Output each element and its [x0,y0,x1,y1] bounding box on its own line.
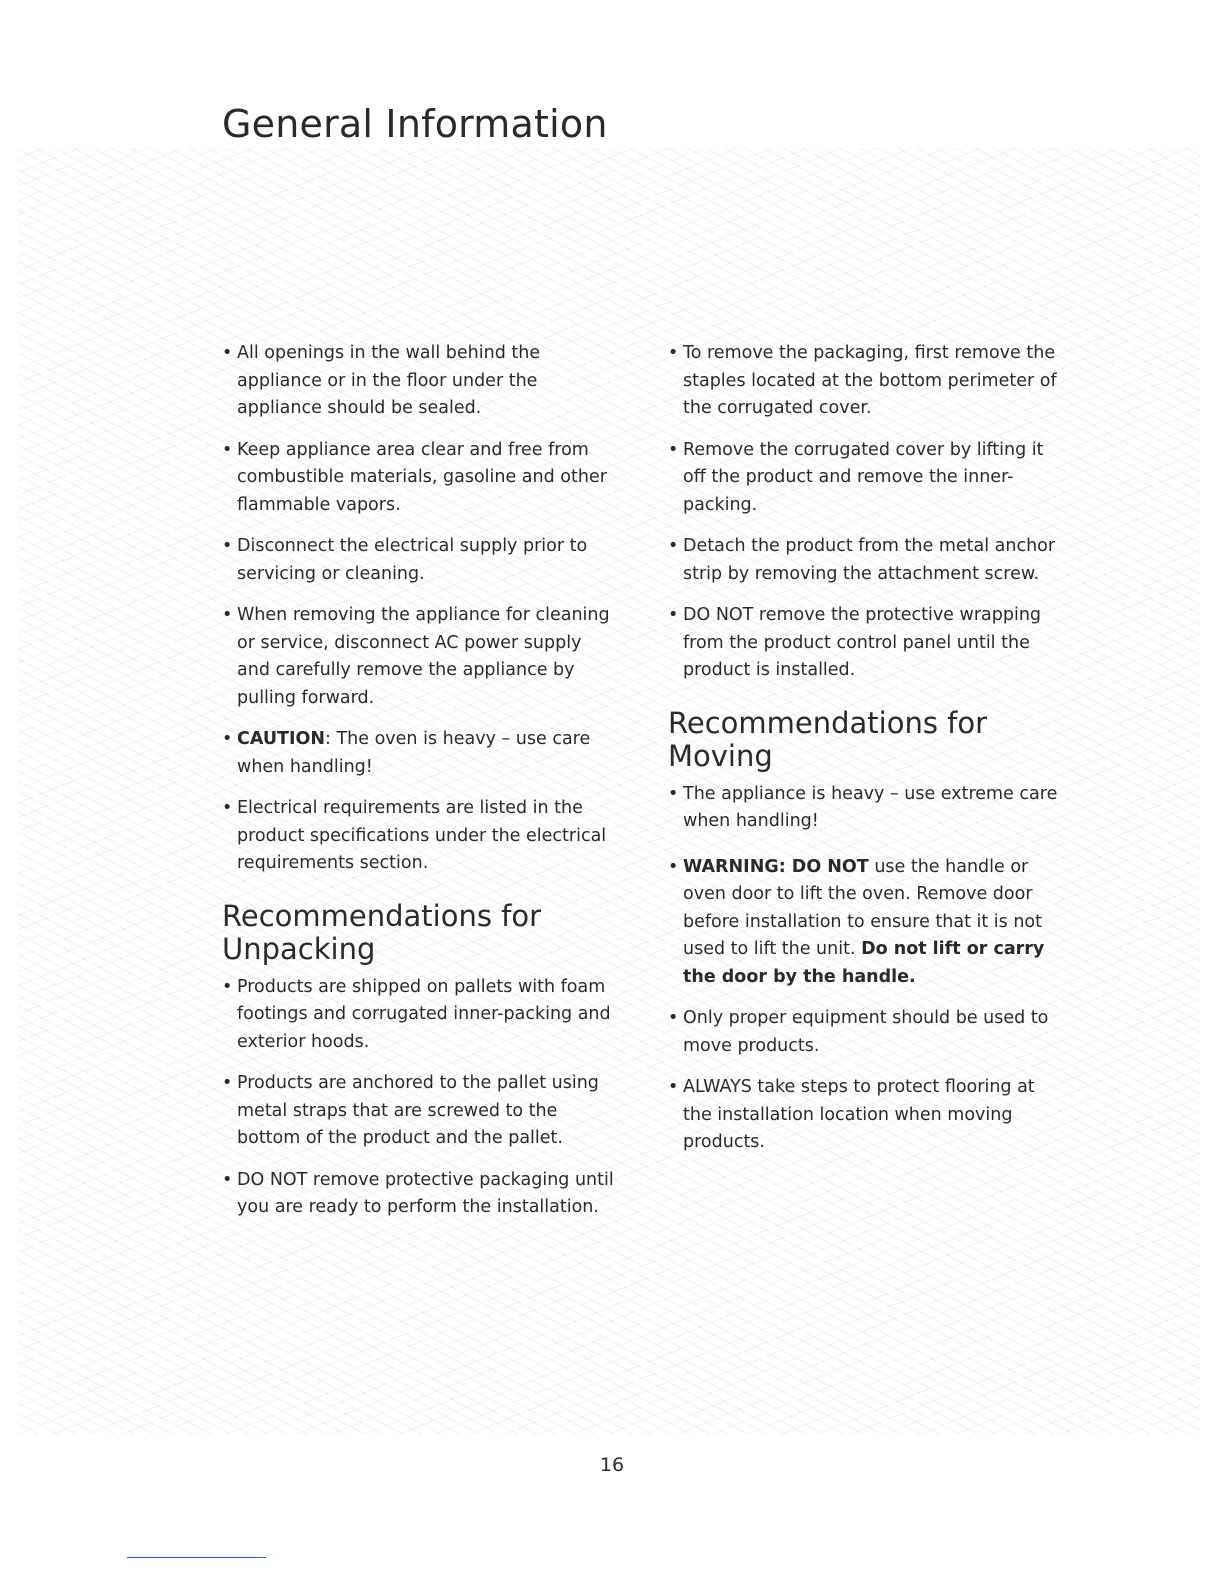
left-column [222,340,617,1236]
bullet-icon: • [222,439,233,460]
warning-label: WARNING: DO NOT [683,856,869,877]
list-item: • DO NOT remove protective packaging until you are ready to perform the installation. [222,1167,617,1222]
list-item: • Electrical requirements are listed in the product specifications under the electrical requirements section. [222,795,617,878]
bullet-icon: • [668,343,679,363]
list-item: • Products are anchored to the pallet using metal straps that are screwed to the bottom of the product and the pallet. [222,1070,617,1153]
list-item: • Only proper equipment should be used to move products. [668,1005,1063,1060]
right-column [668,340,1063,1171]
page-title: General Information [222,102,608,146]
bullet-icon: • [668,605,679,625]
list-item: • Disconnect the electrical supply prior to servicing or cleaning. [222,533,617,588]
list-item: • DO NOT remove the protective wrapping from the product control panel until the product is installed. [668,602,1063,685]
bullet-icon: • [222,536,233,556]
list-item: • Detach the product from the metal anchor strip by removing the attachment screw. [668,533,1063,588]
bullet-icon: • [668,783,679,804]
list-item: • Keep appliance area clear and free from combustible materials, gasoline and other flammable vapors. [222,437,617,520]
bullet-icon: • [668,439,679,460]
footer-rule [127,1557,266,1558]
bullet-icon: • [668,856,679,877]
bullet-icon: • [222,343,233,363]
bullet-icon: • [668,1077,679,1097]
bullet-icon: • [222,976,233,997]
page-number: 16 [599,1454,625,1476]
caution-item: • CAUTION: The oven is heavy – use care when handling! [222,726,617,781]
bullet-icon: • [668,536,679,556]
caution-label: CAUTION [237,729,326,749]
warning-item: • WARNING: DO NOT use the handle or oven door to lift the oven. Remove door before installation to ensure that it is not used to lift the unit. Do not lift or carry the door by the handle. [668,854,1063,992]
bullet-icon: • [668,1008,679,1028]
bullet-icon: • [222,1169,233,1190]
list-item: • Products are shipped on pallets with foam footings and corrugated inner-packing and exterior hoods. [222,974,617,1057]
unpacking-heading: Recommendations for Unpacking [222,898,542,966]
warning-emphasis: Do not lift or carry the door by the handle. [683,939,1045,987]
list-item: • ALWAYS take steps to protect flooring at the installation location when moving products. [668,1074,1063,1157]
list-item: • All openings in the wall behind the appliance or in the floor under the appliance should be sealed. [222,340,617,423]
bullet-icon: • [222,605,233,625]
list-item: • To remove the packaging, first remove the staples located at the bottom perimeter of the corrugated cover. [668,340,1063,423]
bullet-icon: • [222,1073,233,1093]
list-item: • When removing the appliance for cleaning or service, disconnect AC power supply and carefully remove the appliance by pulling forward. [222,602,617,712]
list-item: • Remove the corrugated cover by lifting it off the product and remove the inner-packing. [668,437,1063,520]
bullet-icon: • [222,729,233,749]
list-item: • The appliance is heavy – use extreme care when handling! [668,781,1063,836]
bullet-icon: • [222,798,233,818]
moving-heading: Recommendations for Moving [668,705,988,773]
